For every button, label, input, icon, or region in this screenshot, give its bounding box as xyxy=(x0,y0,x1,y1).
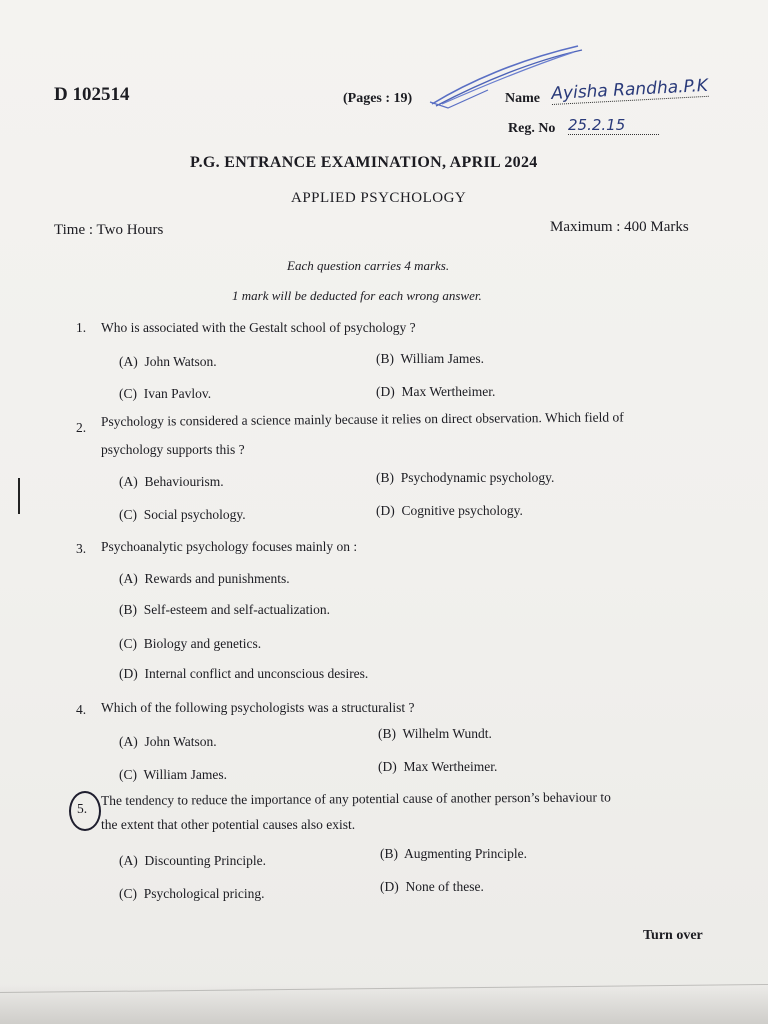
maximum-marks: Maximum : 400 Marks xyxy=(550,219,689,235)
option-a[interactable]: (A) Behaviourism. xyxy=(119,474,224,489)
reg-no-value: 25.2.15 xyxy=(568,116,659,135)
paper-code: D 102514 xyxy=(54,84,130,105)
option-a[interactable]: (A) John Watson. xyxy=(119,734,217,749)
option-c[interactable]: (C) William James. xyxy=(119,767,227,782)
option-d[interactable]: (D) None of these. xyxy=(380,879,484,894)
option-d[interactable]: (D) Max Wertheimer. xyxy=(376,384,496,399)
question-number: 5. xyxy=(77,801,88,816)
option-c[interactable]: (C) Ivan Pavlov. xyxy=(119,386,212,401)
instruction-marks: Each question carries 4 marks. xyxy=(287,258,450,273)
question-text: The tendency to reduce the importance of any potential cause of another person’s behaviour to xyxy=(100,789,611,808)
question-text: psychology supports this ? xyxy=(101,442,245,457)
question-number: 3. xyxy=(76,541,87,556)
option-c[interactable]: (C) Biology and genetics. xyxy=(119,636,262,651)
question-text: Psychoanalytic psychology focuses mainly on : xyxy=(101,539,358,554)
option-a[interactable]: (A) Discounting Principle. xyxy=(119,853,266,868)
question-number: 4. xyxy=(76,702,87,717)
reg-no-label: Reg. No xyxy=(508,121,556,136)
option-c[interactable]: (C) Social psychology. xyxy=(119,507,246,522)
option-d[interactable]: (D) Max Wertheimer. xyxy=(378,759,498,774)
option-a[interactable]: (A) Rewards and punishments. xyxy=(119,571,290,586)
option-a[interactable]: (A) John Watson. xyxy=(119,354,217,369)
question-text: Who is associated with the Gestalt school of psychology ? xyxy=(101,320,416,335)
page-count: (Pages : 19) xyxy=(343,91,413,106)
time-allowed: Time : Two Hours xyxy=(54,222,164,238)
option-b[interactable]: (B) Psychodynamic psychology. xyxy=(376,470,555,485)
option-c[interactable]: (C) Psychological pricing. xyxy=(119,886,265,901)
question-text: Which of the following psychologists was a structuralist ? xyxy=(101,700,415,715)
question-text: the extent that other potential causes also exist. xyxy=(101,817,356,832)
turn-over-label: Turn over xyxy=(643,928,703,943)
option-b[interactable]: (B) Wilhelm Wundt. xyxy=(378,726,492,741)
question-number: 2. xyxy=(76,420,87,435)
exam-title: P.G. ENTRANCE EXAMINATION, APRIL 2024 xyxy=(190,154,538,171)
subject-title: APPLIED PSYCHOLOGY xyxy=(291,190,467,206)
candidate-name: Ayisha Randha.P.K xyxy=(550,75,709,105)
margin-pen-mark xyxy=(18,478,20,514)
option-d[interactable]: (D) Internal conflict and unconscious desires. xyxy=(119,666,369,681)
instruction-negative: 1 mark will be deducted for each wrong answer. xyxy=(232,288,482,303)
option-d[interactable]: (D) Cognitive psychology. xyxy=(376,503,523,518)
name-label: Name xyxy=(505,91,540,106)
option-b[interactable]: (B) Self-esteem and self-actualization. xyxy=(119,602,331,617)
option-b[interactable]: (B) William James. xyxy=(376,351,484,366)
question-number: 1. xyxy=(76,320,87,335)
question-text: Psychology is considered a science mainly because it relies on direct observation. Which field of xyxy=(100,409,624,429)
option-b[interactable]: (B) Augmenting Principle. xyxy=(380,846,527,861)
